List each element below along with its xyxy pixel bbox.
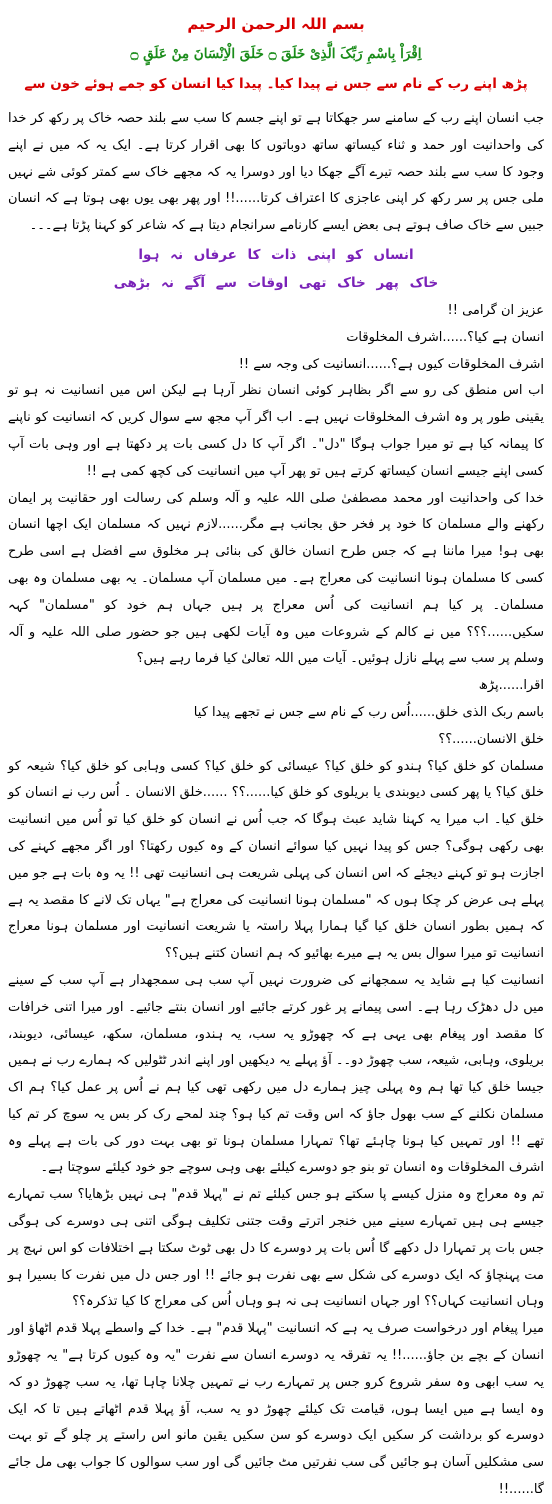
question-line: انسان ہے کیا؟......اشرف المخلوقات	[346, 329, 544, 345]
poem-line: خاک پھر خاک تھی اوقات سے آگے نہ بڑھی	[113, 274, 439, 291]
bismillah-heading: بسم اللہ الرحمن الرحیم	[187, 15, 365, 33]
body-paragraph: خدا کی واحدانیت اور محمد مصطفیٰ صلی اللہ علیہ و آلہ وسلم کی رسالت اور حقانیت پر ایمان رکھنے والے مسلمان کا خود پر فخر حق بجانب ہے مگر......لازم نہیں کہ مسلمان ایک اچھا انسان بھی ہو! میرا ماننا ہے کہ جس طرح انسان خالق کی بنائی ہر مخلوق سے افضل ہے اسی طرح کسی کا مسلمان ہونا انسانیت کی معراج ہے۔ میں مسلمان آپ مسلمان۔ یہ بھی مسلمان وہ بھی مسلمان۔ پر کیا ہم انسانیت کی اُس معراج پر ہیں جہاں ہم خود کو "مسلمان" کہہ سکیں......؟؟؟ میں نے کالم کے شروعات میں وہ آیات لکھی ہیں جو حضور صلی اللہ علیہ و آلہ وسلم پر سب سے پہلے نازل ہوئیں۔ آیات میں اللہ تعالیٰ کیا فرما رہے ہیں؟	[8, 490, 544, 667]
body-paragraph: تم وہ معراج وہ منزل کیسے پا سکتے ہو جس کیلئے تم نے "پہلا قدم" ہی نہیں بڑھایا؟ سب تمہارے جیسے ہی ہیں تمہارے سینے میں خنجر اترتے وقت جتنی تکلیف ہوگی اتنی ہی دوسرے کی ہوگی جس بات پر تمہارا دل دکھے گا اُس بات پر دوسرے کا دل بھی ٹوٹ سکتا ہے اختلافات کو اس نہج پر مت پہنچاؤ کہ ایک دوسرے کی شکل سے بھی نفرت ہو جائے !! اور جس دل میں نفرت کا بسیرا ہو وہاں انسانیت کہاں؟؟ اور جہاں انسانیت ہی نہ ہو وہاں اُس کی معراج کا کیا تذکرہ؟؟	[8, 1187, 544, 1310]
verse-line: خلق الانسان......؟؟	[438, 731, 544, 747]
verse-line: اقرا......پڑھ	[478, 678, 544, 694]
body-paragraph: اب اس منطق کی رو سے اگر بظاہر کوئی انسان نظر آرہا ہے لیکن اس میں انسانیت نہ ہو تو یقینی طور پر وہ اشرف المخلوقات نہیں ہے۔ اب اگر آپ مجھ سے سوال کریں کہ انسانیت کو ناپنے کا پیمانہ کیا ہے تو میرا جواب ہوگا "دل"۔ اگر آپ کا دل کسی بات پر دکھتا ہے اور وہی بات آپ کسی اپنے جیسے انسان کیساتھ کرتے ہیں تو پھر آپ میں انسانیت کی کچھ کمی ہے !!	[8, 383, 544, 479]
address-line: عزیز ان گرامی !!	[447, 302, 544, 318]
verse-translation: پڑھ اپنے رب کے نام سے جس نے پیدا کیا۔ پیدا کیا انسان کو جمے ہوئے خون سے	[24, 76, 528, 92]
body-paragraph: انسانیت کیا ہے شاید یہ سمجھانے کی ضرورت نہیں آپ سب ہی سمجھدار ہے آپ سب کے سینے میں دل دھڑک رہا ہے۔ اسی پیمانے پر غور کرتے جائیے اور انسان بنتے جائیے۔ اور میرا اتنی خرافات کا مقصد اور پیغام بھی یہی ہے کہ چھوڑو یہ سب، یہ ہندو، مسلمان، سکھ، عیسائی، دیوبند، بریلوی، وہابی، شیعہ، سب چھوڑ دو۔۔ آؤ پہلے یہ دیکھیں اور اپنے اندر ٹٹولیں کہ ہمارے رب نے ہمیں جیسا خلق کیا تھا ہم وہ پہلی چیز ہمارے دل میں رکھی تھی کیا ہم نے اُس پر عمل کیا؟ ہم اک مسلمان نکلنے کے سب بھول جاؤ کہ اس وقت تم کیا ہو؟ چند لمحے رک کر بس یہ سوچ کر تم کیا تھے !! اور تمہیں کیا ہونا چاہئے تھا؟ تمہارا مسلمان ہونا تو بھی بہت دور کی بات ہے پہلے وہ اشرف المخلوقات وہ انسان تو بنو جو دوسرے کیلئے بھی وہی سوچے جو خود کیلئے سوچتا ہے۔	[8, 972, 544, 1176]
poem	[8, 242, 544, 296]
verse-line: باسم ربک الذی خلق......اُس رب کے نام سے جس نے تجھے پیدا کیا	[193, 704, 544, 720]
question-line: اشرف المخلوقات کیوں ہے؟......انسانیت کی وجہ سے !!	[238, 356, 544, 372]
quran-verse: اِقْرَاْ بِاسْمِ رَبِّکَ الَّذِیْ خَلَقَ ۝ خَلَقَ الْاِنْسَانَ مِنْ عَلَقٍ ۝	[130, 46, 422, 62]
poem-line: انساں کو اپنی ذات کا عرفاں نہ ہوا	[138, 246, 414, 263]
body-paragraph: میرا پیغام اور درخواست صرف یہ ہے کہ انسانیت "پہلا قدم" ہے۔ خدا کے واسطے پہلا قدم اٹھاؤ اور انسان کے بچے بن جاؤ......!! یہ تفرقہ یہ دوسرے انسان سے نفرت "یہ وہ کیوں کرتا ہے" یہ چھوڑو یہ سب ابھی وہ سفر شروع کرو جس پر تمہارے رب نے تمہیں چلانا چاہا تھا، یہ سب چھوڑ دو کہ وہ ایسا ہے میں ایسا ہوں، قیامت تک کیلئے چھوڑ دو یہ سب، آؤ پہلا قدم اٹھاتے ہیں تا کہ ایک دوسرے کو برداشت کر سکیں ایک دوسرے کو سن سکیں یقین مانو اس راستے پر چلو گے تو بہت سی مشکلیں آسان ہو جائیں گی سب نفرتیں مٹ جائیں گی اور سب سوالوں کا جواب بھی مل جائے گا......!!	[8, 1321, 544, 1498]
body-paragraph: مسلمان کو خلق کیا؟ ہندو کو خلق کیا؟ عیسائی کو خلق کیا؟ کسی وہابی کو خلق کیا؟ شیعہ کو خلق کیا؟ یا پھر کسی دیوبندی یا بریلوی کو خلق کیا......؟؟ ......خلق الانسان ۔ اُس رب نے انسان کو خلق کیا۔ اب میرا یہ کہنا شاید عبث ہوگا کہ جب اُس نے انسان کو خلق کیا تو اُس میں انسانیت بھی رکھی ہوگی؟ جس کو پیدا نہیں کیا سوائے انسان کے وہ کیوں رکھتا؟ اور اگر مجھے کہنے کی اجازت ہو تو کہنے دیجئے کہ اس انسان کی پہلی شریعت ہی انسانیت تھی !! یہ وہ بات ہے جو میں پہلے ہی عرض کر چکا ہوں کہ "مسلمان ہونا انسانیت کی معراج ہے" یہاں تک لانے کا مقصد یہ ہے کہ ہمیں بطور انسان خلق کیا گیا ہمارا پہلا راستہ یا شریعت انسانیت اور مسلمان ہونا معراج انسانیت تو میرا سوال بس یہ ہے میرے بھائیو کہ ہم انسان کتنے ہیں؟؟	[8, 758, 544, 962]
intro-paragraph: جب انسان اپنے رب کے سامنے سر جھکاتا ہے تو اپنے جسم کا سب سے بلند حصہ خاک پر رکھ کر خدا کی واحدانیت اور حمد و ثناء کیساتھ ساتھ دوباتوں کا بھی اقرار کرتا ہے۔ ایک یہ کہ میں نے اپنے وجود کا سب سے بلند حصہ تیرے آگے جھکا دیا اور دوسرا یہ کہ مجھے خاک سے کمتر کوئی شے نہیں ملی جس پر سر رکھ کر اپنی عاجزی کا اعتراف کرتا......!! اور پھر بھی یوں بھی ہوتا ہے کہ انسان جبیں سے خاک صاف ہوتے ہی بعض ایسے کارنامے سرانجام دیتا ہے کہ شاعر کو کہنا پڑتا ہے۔۔۔	[8, 111, 544, 234]
